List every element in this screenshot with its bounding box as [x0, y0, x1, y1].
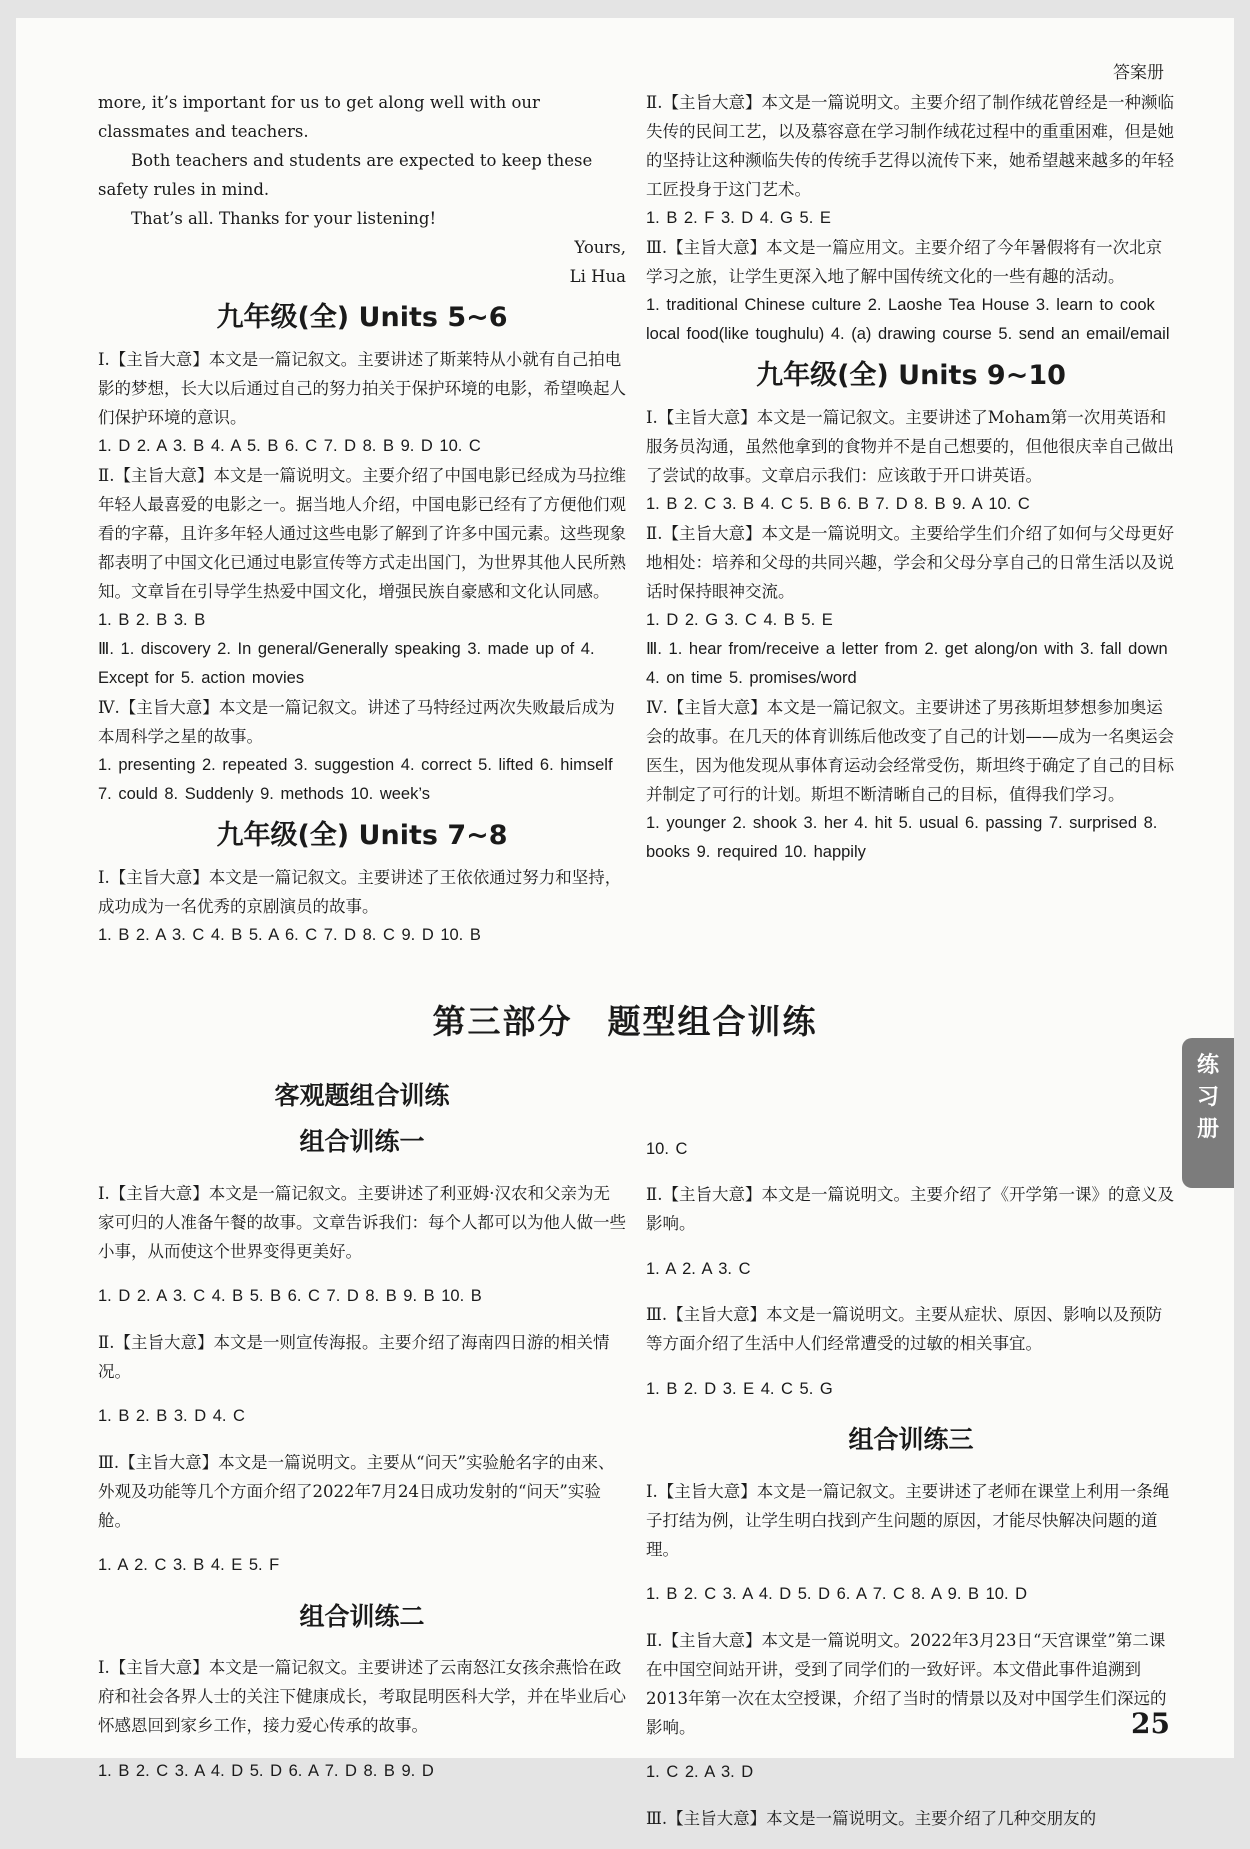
answer-line: 1. B 2. C 3. A 4. D 5. D 6. A 7. C 8. A 9. B 10. D [646, 1585, 1028, 1603]
summary-paragraph: Ⅰ.【主旨大意】本文是一篇记叙文。主要讲述了老师在课堂上利用一条绳子打结为例，让学生明白找到产生问题的原因，才能尽快解决问题的道理。 [646, 1481, 1170, 1559]
right-column [646, 88, 1176, 867]
summary-paragraph: Ⅲ.【主旨大意】本文是一篇说明文。主要介绍了几种交朋友的 [646, 1808, 1097, 1828]
side-tab-label: 练 习 册 [1196, 1053, 1219, 1142]
text-line: That’s all. Thanks for your listening! [131, 209, 437, 228]
side-tab [1182, 1038, 1234, 1188]
unit-heading: 九年级(全) Units 7~8 [216, 820, 508, 851]
answer-line: 1. B 2. D 3. E 4. C 5. G [646, 1379, 833, 1398]
right-lower-column [646, 1118, 1176, 1849]
answer-line: Ⅲ. 1. hear from/receive a letter from 2. get along/on with 3. fall down 4. on time 5. promises/word [646, 640, 1168, 687]
answer-line: 1. B 2. C 3. A 4. D 5. D 6. A 7. D 8. B 9. D [98, 1761, 434, 1780]
answer-line: 1. A 2. C 3. B 4. E 5. F [98, 1556, 280, 1574]
answer-line: 1. C 2. A 3. D [646, 1763, 754, 1781]
sub-title: 客观题组合训练 [274, 1081, 450, 1110]
summary-paragraph: Ⅱ.【主旨大意】本文是一篇说明文。主要介绍了中国电影已经成为马拉维年轻人最喜爱的电影之一。据当地人介绍，中国电影已经有了方便他们观看的字幕，且许多年轻人通过这些电影了解到了许多中国元素。这些现象都表明了中国文化已通过电影宣传等方式走出国门，为世界其他人民所熟知。文章旨在引导学生热爱中国文化，增强民族自豪感和文化认同感。 [98, 466, 626, 601]
answer-line: 1. B 2. B 3. B [98, 611, 206, 629]
summary-paragraph: Ⅳ.【主旨大意】本文是一篇记叙文。主要讲述了男孩斯坦梦想参加奥运会的故事。在几天的体育训练后他改变了自己的计划——成为一名奥运会医生，因为他发现从事体育运动会经常受伤，斯坦终于确定了自己的目标并制定了可行的计划。斯坦不断清晰自己的目标，值得我们学习。 [646, 698, 1174, 804]
summary-paragraph: Ⅲ.【主旨大意】本文是一篇说明文。主要从症状、原因、影响以及预防等方面介绍了生活中人们经常遭受的过敏的相关事宜。 [646, 1305, 1163, 1353]
page-number: 25 [1131, 1707, 1170, 1740]
summary-paragraph: Ⅰ.【主旨大意】本文是一篇记叙文。主要讲述了Moham第一次用英语和服务员沟通，虽然他拿到的食物并不是自己想要的，但他很庆幸自己做出了尝试的故事。文章启示我们：应该敢于开口讲英语。 [646, 408, 1174, 485]
answer-line: 1. B 2. A 3. C 4. B 5. A 6. C 7. D 8. C 9. D 10. B [98, 926, 481, 944]
answer-line: 1. B 2. C 3. B 4. C 5. B 6. B 7. D 8. B 9. A 10. C [646, 495, 1030, 513]
answer-line: 1. traditional Chinese culture 2. Laoshe Tea House 3. learn to cook local food(like toughulu) 4. (a) drawing course 5. send an email/email [646, 296, 1170, 343]
section-title: 第三部分 题型组合训练 [432, 1002, 818, 1041]
answer-line: 1. B 2. B 3. D 4. C [98, 1407, 245, 1425]
summary-paragraph: Ⅲ.【主旨大意】本文是一篇说明文。主要从“问天”实验舱名字的由来、外观及功能等几个方面介绍了2022年7月24日成功发射的“问天”实验舱。 [98, 1452, 615, 1530]
summary-paragraph: Ⅱ.【主旨大意】本文是一篇说明文。主要介绍了《开学第一课》的意义及影响。 [646, 1185, 1174, 1233]
summary-paragraph: Ⅱ.【主旨大意】本文是一篇说明文。主要介绍了制作绒花曾经是一种濒临失传的民间工艺，以及慕容意在学习制作绒花过程中的重重困难，但是她的坚持让这种濒临失传的传统手艺得以流传下来，她希望越来越多的年轻工匠投身于这门艺术。 [646, 93, 1174, 199]
summary-paragraph: Ⅱ.【主旨大意】本文是一篇说明文。主要给学生们介绍了如何与父母更好地相处：培养和父母的共同兴趣，学会和父母分享自己的日常生活以及说话时保持眼神交流。 [646, 524, 1174, 601]
answer-line: 1. younger 2. shook 3. her 4. hit 5. usual 6. passing 7. surprised 8. books 9. required 10. happily [646, 814, 1158, 861]
header-label: 答案册 [1113, 63, 1164, 83]
answer-line: 10. C [646, 1139, 688, 1158]
group-heading: 组合训练二 [299, 1601, 425, 1631]
answer-line: 1. A 2. A 3. C [646, 1259, 751, 1278]
answer-line: 1. D 2. A 3. C 4. B 5. B 6. C 7. D 8. B 9. B 10. B [98, 1287, 482, 1305]
signature-name: Li Hua [569, 267, 626, 286]
summary-paragraph: Ⅰ.【主旨大意】本文是一篇记叙文。主要讲述了斯莱特从小就有自己拍电影的梦想，长大以后通过自己的努力拍关于保护环境的电影，希望唤起人们保护环境的意识。 [98, 350, 626, 427]
summary-paragraph: Ⅰ.【主旨大意】本文是一篇记叙文。主要讲述了云南怒江女孩余燕恰在政府和社会各界人士的关注下健康成长，考取昆明医科大学，并在毕业后心怀感恩回到家乡工作，接力爱心传承的故事。 [98, 1658, 626, 1735]
answer-line: Ⅲ. 1. discovery 2. In general/Generally speaking 3. made up of 4. Except for 5. action movies [98, 640, 595, 687]
summary-paragraph: Ⅱ.【主旨大意】本文是一篇说明文。2022年3月23日“天宫课堂”第二课在中国空间站开讲，受到了同学们的一致好评。本文借此事件追溯到2013年第一次在太空授课，介绍了当时的情景以及对中国学生们深远的影响。 [646, 1630, 1167, 1737]
summary-paragraph: Ⅰ.【主旨大意】本文是一篇记叙文。主要讲述了利亚姆·汉农和父亲为无家可归的人准备午餐的故事。文章告诉我们：每个人都可以为他人做一些小事，从而使这个世界变得更美好。 [98, 1183, 626, 1261]
group-heading: 组合训练一 [299, 1127, 425, 1156]
summary-paragraph: Ⅰ.【主旨大意】本文是一篇记叙文。主要讲述了王依依通过努力和坚持，成功成为一名优秀的京剧演员的故事。 [98, 868, 622, 916]
answer-line: 1. D 2. G 3. C 4. B 5. E [646, 611, 833, 629]
unit-heading: 九年级(全) Units 9~10 [756, 360, 1066, 391]
answer-line: 1. D 2. A 3. B 4. A 5. B 6. C 7. D 8. B 9. D 10. C [98, 437, 481, 455]
summary-paragraph: Ⅱ.【主旨大意】本文是一则宣传海报。主要介绍了海南四日游的相关情况。 [98, 1332, 610, 1381]
text-line: Both teachers and students are expected to keep these safety rules in mind. [98, 151, 593, 199]
left-lower-column [98, 1118, 626, 1802]
answer-line: 1. B 2. F 3. D 4. G 5. E [646, 209, 831, 227]
text-line: more, it’s important for us to get along well with our classmates and teachers. [98, 93, 540, 141]
answer-page [16, 18, 1234, 1828]
answer-line: 1. presenting 2. repeated 3. suggestion 4. correct 5. lifted 6. himself 7. could 8. Suddenly 9. methods 10. week’s [98, 756, 613, 803]
summary-paragraph: Ⅳ.【主旨大意】本文是一篇记叙文。讲述了马特经过两次失败最后成为本周科学之星的故事。 [98, 698, 615, 746]
unit-heading: 九年级(全) Units 5~6 [216, 302, 508, 333]
group-heading: 组合训练三 [848, 1425, 974, 1454]
signature-line: Yours, [574, 238, 626, 257]
left-column [98, 88, 626, 950]
summary-paragraph: Ⅲ.【主旨大意】本文是一篇应用文。主要介绍了今年暑假将有一次北京学习之旅，让学生更深入地了解中国传统文化的一些有趣的活动。 [646, 238, 1163, 286]
